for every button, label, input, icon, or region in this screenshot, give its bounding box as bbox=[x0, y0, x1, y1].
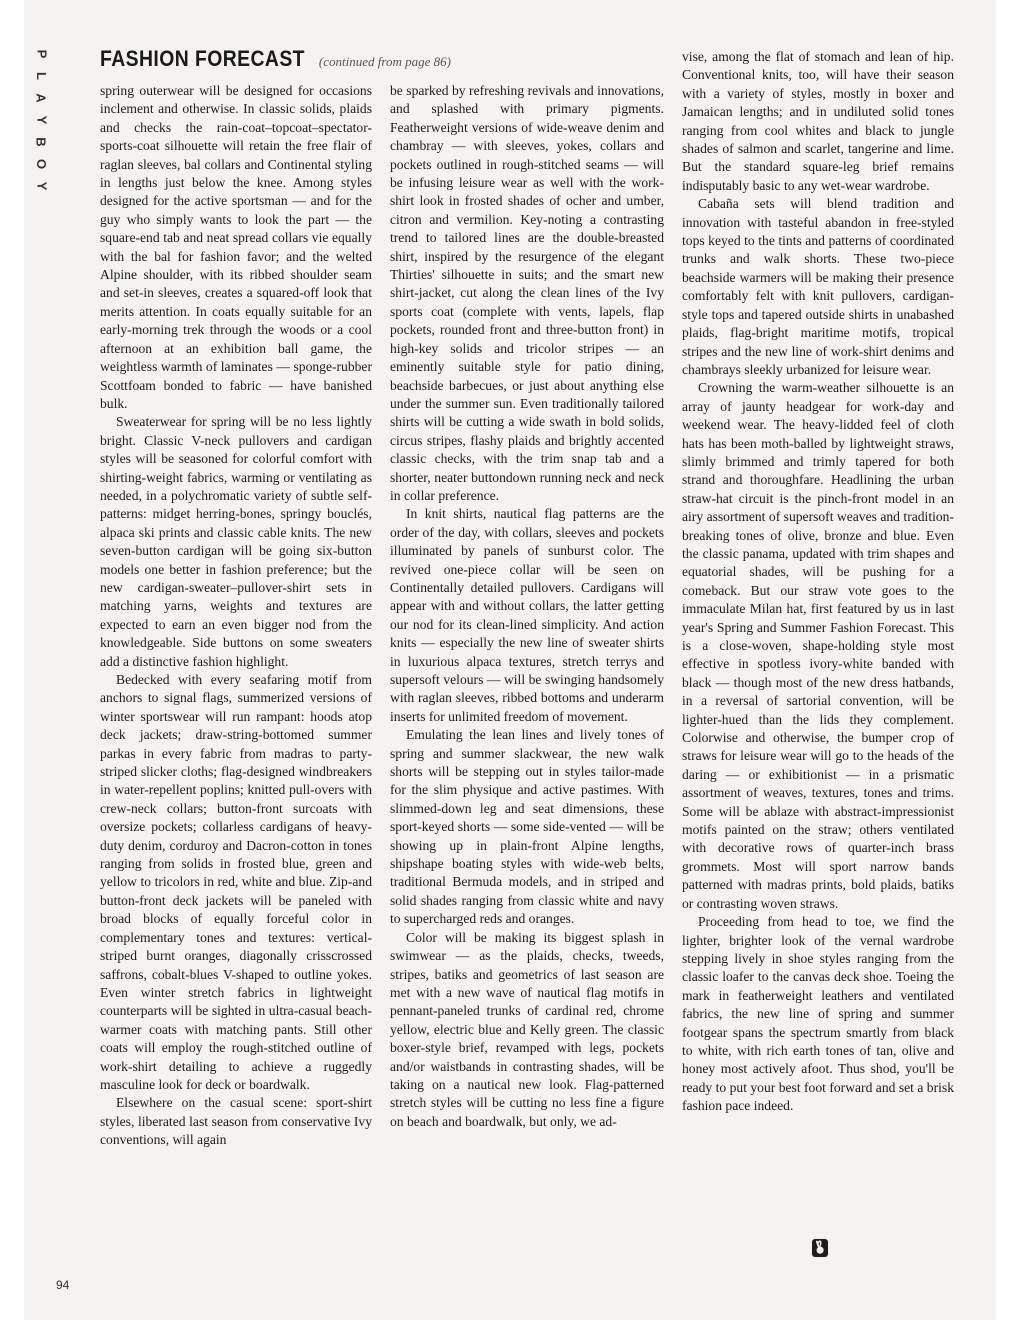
rabbit-head-icon bbox=[812, 1239, 828, 1257]
spine-letter: P bbox=[33, 49, 49, 59]
spine-letter: L bbox=[33, 72, 49, 80]
paragraph: spring outerwear will be designed for occasions inclement and otherwise. In classic solids, plaids and checks the rain-coat–topcoat–spectator-sports-coat silhouette will retain the free flair of raglan sleeves, bal collars and Continental styling in lengths just below the knee. Among styles designed for the active sportsman — and for the guy who simply wants to look the part — the square-end tab and neat spread collars vie equally with the bal for fashion favor; and the welted Alpine shoulder, with its ribbed shoulder seam and set-in sleeves, creates a squared-off look that merits attention. In coats equally suitable for an early-morning trek through the woods or a cool afternoon at an exhibition ball game, the weightless warmth of laminates — sponge-rubber Scottfoam bonded to fabric — have banished bulk. bbox=[100, 83, 372, 411]
text-column-1 bbox=[100, 82, 372, 1150]
article-header bbox=[100, 46, 660, 78]
paragraph: Color will be making its biggest splash in swimwear — as the plaids, checks, tweeds, stripes, batiks and geometrics of last season are met with a new wave of nautical flag motifs in pennant-paneled trunks of cardinal red, chrome yellow, electric blue and Kelly green. The classic boxer-style brief, revamped with legs, pockets and/or waistbands in contrasting shades, will be taking on a nautical new look. Flag-patterned stretch styles will be cutting no less fine a figure on beach and boardwalk, but only, we ad- bbox=[390, 929, 664, 1129]
spine-letter: B bbox=[33, 137, 49, 147]
text-column-3 bbox=[682, 48, 954, 1116]
spine-letter: O bbox=[34, 158, 49, 170]
continued-note: (continued from page 86) bbox=[318, 54, 451, 69]
paragraph: be sparked by refreshing revivals and innovations, and splashed with primary pigments. Featherweight versions of wide-weave denim and chambray — with sleeves, yokes, collars and pockets outlined in rough-stitched seams — will be infusing leisure wear as well with the work-shirt look in frosted shades of ocher and umber, citron and vermilion. Key-noting a contrasting trend to tailored lines are the double-breasted shirt, inspired by the resurgence of the elegant Thirties' silhouette in suits; and the smart new shirt-jacket, cut along the clean lines of the Ivy sports coat (complete with vents, lapels, flap pockets, rounded front and three-button front) in high-key solids and tricolor stripes — an eminently suitable style for patio dining, beachside barbecues, or just about anything else under the summer sun. Even traditionally tailored shirts will be cutting a wide swath in bold solids, circus stripes, flashy plaids and brightly accented classic checks, with the trim snap tab and a shorter, neater buttondown running neck and neck in collar preference. bbox=[390, 83, 664, 503]
playboy-spine-label bbox=[30, 46, 52, 194]
paragraph: Sweaterwear for spring will be no less lightly bright. Classic V-neck pullovers and cardigan styles will be seasoned for colorful comfort with shirting-weight fabrics, warming or ventilating as needed, in a polychromatic variety of subtle self-patterns: midget herring-bones, springy bouclés, alpaca ski prints and classic cable knits. The new seven-button cardigan will be going six-button models one better in fashion preference; but the new cardigan-sweater–pullover-shirt sets in matching yarns, weights and textures are expected to earn an even bigger nod from the knowledgeable. Side buttons on some sweaters add a distinctive fashion highlight. bbox=[100, 414, 372, 669]
spine-letter: Y bbox=[33, 115, 49, 125]
text-column-2 bbox=[390, 82, 664, 1131]
paragraph: Emulating the lean lines and lively tones of spring and summer slackwear, the new walk shorts will be stepping out in styles tailor-made for the slim physique and active pastimes. With slimmed-down leg and seat dimensions, these sport-keyed shorts — some side-vented — will be showing up in plain-front Alpine lengths, shipshape boating styles with wide-web belts, traditional Bermuda models, and in striped and solid shades ranging from classic white and navy to supercharged reds and oranges. bbox=[390, 727, 664, 927]
article-title: FASHION FORECAST bbox=[100, 46, 305, 71]
paragraph: Cabaña sets will blend tradition and innovation with tasteful abandon in free-styled tops keyed to the tints and patterns of coordinated trunks and walk shorts. These two-piece beachside warmers will be making their presence comfortably felt with knit pullovers, cardigan-style tops and tapered outside shirts in unabashed plaids, flag-bright maritime motifs, tropical stripes and the new line of work-shirt denims and chambrays sleekly urbanized for leisure wear. bbox=[682, 196, 954, 377]
paragraph: Elsewhere on the casual scene: sport-shirt styles, liberated last season from conservative Ivy conventions, will again bbox=[100, 1095, 372, 1148]
paragraph: Crowning the warm-weather silhouette is an array of jaunty headgear for work-day and weekend wear. The heavy-lidded feel of cloth hats has been moth-balled by lightweight straws, slimly brimmed and trimly tapered for both strand and thoroughfare. Headlining the urban straw-hat circuit is the pinch-front model in an airy assortment of supersoft weaves and tradition-breaking tones of olive, bronze and blue. Even the classic panama, updated with trim shapes and equatorial shades, will be pushing for a comeback. But our straw vote goes to the immaculate Milan hat, first featured by us in last year's Spring and Summer Fashion Forecast. This is a close-woven, shape-holding style most effective in spotless ivory-white banded with black — though most of the new dress hatbands, in a reversal of sartorial convention, will be lighter-hued than the lids they complement. Colorwise and otherwise, the bumper crop of straws for leisure wear will go to the heads of the daring — or exhibitionist — in a prismatic assortment of weaves, textures, tones and trims. Some will be ablaze with abstract-impressionist motifs painted on the straw; others ventilated with decorative rows of quarter-inch brass grommets. Most will sport narrow bands patterned with madras prints, bold plaids, batiks or contrasting woven straws. bbox=[682, 380, 954, 911]
paragraph: vise, among the flat of stomach and lean of hip. Conventional knits, too, will have their season with a variety of styles, mostly in boxer and Jamaican lengths; and in undiluted solid tones ranging from cool whites and black to jungle shades of salmon and scarlet, tangerine and lime. But the standard square-leg brief remains indisputably basic to any wet-wear wardrobe. bbox=[682, 49, 954, 193]
page-number: 94 bbox=[56, 1278, 70, 1292]
paragraph: Bedecked with every seafaring motif from anchors to signal flags, summerized versions of winter sportswear will run rampant: hoods atop deck jackets; draw-string-bottomed summer parkas in every fabric from madras to party-striped slicker cloths; flag-designed windbreakers in water-repellent poplins; knitted pull-overs with crew-neck collars; button-front surcoats with oversize pockets; collarless cardigans of heavy-duty denim, corduroy and Dacron-cotton in tones ranging from solids in frosted blue, green and yellow to tricolors in red, white and blue. Zip-and button-front deck jackets will be paneled with broad blocks of equally forceful color in complementary tones and textures: vertical-striped burnt oranges, diagonally crisscrossed saffrons, cobalt-blues V-shaped to outline yokes. Even winter stretch fabrics in lightweight counterparts will be sighted in ultra-casual beach-warmer coats with matching pants. Still other coats will employ the rough-stitched outline of work-shirt detailing to achieve a ruggedly masculine look for deck or boardwalk. bbox=[100, 672, 372, 1092]
paragraph: Proceeding from head to toe, we find the lighter, brighter look of the vernal wardrobe stepping lively in shoe styles ranging from the classic loafer to the canvas deck shoe. Toeing the mark in featherweight leathers and ventilated fabrics, the new line of spring and summer footgear spans the spectrum smartly from black to white, with rich earth tones of tan, olive and honey most actively afoot. Thus shod, you'll be ready to put your best foot forward and set a brisk fashion pace indeed. bbox=[682, 914, 954, 1114]
paragraph: In knit shirts, nautical flag patterns are the order of the day, with collars, sleeves and pockets illuminated by panels of sunburst color. The revived one-piece collar will be seen on Continentally detailed pullovers. Cardigans will appear with and without collars, the latter getting our nod for its clean-lined simplicity. And action knits — especially the new line of sweater shirts in luxurious alpaca textures, stretch terrys and supersoft velours — will be swinging handsomely with raglan sleeves, ribbed bottoms and underarm inserts for unlimited freedom of movement. bbox=[390, 506, 664, 724]
spine-letter: Y bbox=[33, 181, 49, 191]
spine-letter: A bbox=[33, 93, 49, 103]
